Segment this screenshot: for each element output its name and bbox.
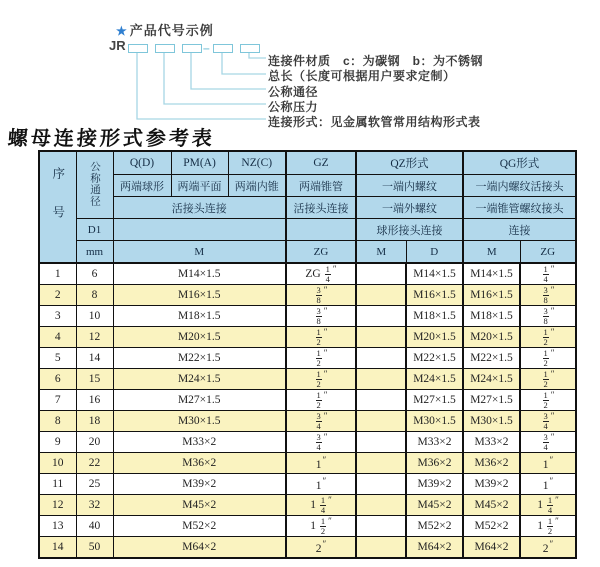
- cell-seq: 1: [39, 263, 76, 285]
- cell-qz-d: M39×2: [406, 474, 463, 495]
- cell-qz-d: M45×2: [406, 495, 463, 516]
- code-slot-4: [213, 44, 233, 53]
- header-qz-d: D: [406, 241, 463, 264]
- label-nominal-dn: 公称通径: [268, 85, 319, 99]
- cell-qz-m: [356, 390, 406, 411]
- cell-qg-m: M27×1.5: [463, 390, 520, 411]
- cell-gz-zg: 1 $\frac{1}{2}$ ″: [286, 516, 356, 537]
- cell-dn: 10: [76, 306, 113, 327]
- cell-gz-zg: $\frac{3}{4}$ ″: [286, 432, 356, 453]
- cell-qg-zg: $\frac{3}{4}$ ″: [520, 432, 576, 453]
- cell-qz-m: [356, 474, 406, 495]
- table-row: [39, 306, 576, 327]
- cell-qg-zg: 1″: [520, 474, 576, 495]
- cell-qz-m: [356, 263, 406, 285]
- cell-qz-m: [356, 348, 406, 369]
- cell-gz-zg: $\frac{3}{8}$ ″: [286, 306, 356, 327]
- cell-qg-zg: $\frac{1}{2}$ ″: [520, 348, 576, 369]
- cell-qg-m: M45×2: [463, 495, 520, 516]
- cell-seq: 3: [39, 306, 76, 327]
- cell-qg-m: M64×2: [463, 537, 520, 559]
- header-m: M: [113, 241, 286, 264]
- code-slot-3: [182, 44, 202, 53]
- cell-qg-zg: $\frac{1}{4}$ ″: [520, 263, 576, 285]
- cell-m: M24×1.5: [113, 369, 286, 390]
- cell-qz-d: M18×1.5: [406, 306, 463, 327]
- header-nz-desc: 两端内锥: [228, 175, 286, 197]
- header-blank-gz: [286, 219, 356, 241]
- cell-m: M16×1.5: [113, 285, 286, 306]
- label-total-length: 总长（长度可根据用户要求定制）: [268, 69, 456, 83]
- table-row: [39, 453, 576, 474]
- header-q-desc: 两端球形: [113, 175, 171, 197]
- code-dash: –: [203, 41, 210, 55]
- cell-seq: 2: [39, 285, 76, 306]
- cell-dn: 8: [76, 285, 113, 306]
- diagram-heading: [116, 20, 214, 39]
- header-gz-join: 活接头连接: [286, 197, 356, 219]
- header-qz-join: 球形接头连接: [356, 219, 463, 241]
- cell-dn: 22: [76, 453, 113, 474]
- cell-qg-m: M39×2: [463, 474, 520, 495]
- cell-seq: 13: [39, 516, 76, 537]
- cell-dn: 40: [76, 516, 113, 537]
- cell-qz-d: M24×1.5: [406, 369, 463, 390]
- cell-m: M52×2: [113, 516, 286, 537]
- cell-seq: 10: [39, 453, 76, 474]
- label-material: 连接件材质 c：为碳钢 b：为不锈钢: [268, 54, 484, 68]
- cell-dn: 14: [76, 348, 113, 369]
- cell-qz-d: M20×1.5: [406, 327, 463, 348]
- header-qg-desc1: 一端内螺纹活接头: [463, 175, 576, 197]
- code-slot-1: [128, 44, 148, 53]
- cell-qg-m: M18×1.5: [463, 306, 520, 327]
- cell-seq: 4: [39, 327, 76, 348]
- cell-qg-zg: 1 $\frac{1}{4}$ ″: [520, 495, 576, 516]
- nut-connection-table: [38, 150, 577, 559]
- header-qg-zg: ZG: [520, 241, 576, 264]
- table-row: [39, 327, 576, 348]
- cell-gz-zg: 1″: [286, 453, 356, 474]
- cell-seq: 7: [39, 390, 76, 411]
- cell-qz-m: [356, 537, 406, 559]
- cell-qz-m: [356, 285, 406, 306]
- cell-m: M64×2: [113, 537, 286, 559]
- header-gz-desc: 两端锥管: [286, 175, 356, 197]
- cell-qz-d: M14×1.5: [406, 263, 463, 285]
- cell-qz-d: M22×1.5: [406, 348, 463, 369]
- cell-seq: 8: [39, 411, 76, 432]
- table-row: [39, 411, 576, 432]
- cell-m: M30×1.5: [113, 411, 286, 432]
- cell-qg-zg: $\frac{1}{2}$ ″: [520, 390, 576, 411]
- cell-qg-m: M14×1.5: [463, 263, 520, 285]
- cell-seq: 14: [39, 537, 76, 559]
- table-row: [39, 263, 576, 285]
- cell-gz-zg: 2″: [286, 537, 356, 559]
- cell-qg-m: M24×1.5: [463, 369, 520, 390]
- cell-dn: 20: [76, 432, 113, 453]
- cell-gz-zg: $\frac{1}{2}$ ″: [286, 348, 356, 369]
- header-blank-union: [113, 219, 286, 241]
- cell-qg-zg: $\frac{1}{2}$ ″: [520, 327, 576, 348]
- cell-gz-zg: $\frac{3}{8}$ ″: [286, 285, 356, 306]
- cell-dn: 6: [76, 263, 113, 285]
- cell-seq: 6: [39, 369, 76, 390]
- header-seq: 序号: [39, 151, 76, 263]
- code-slot-5: [240, 44, 260, 53]
- cell-dn: 16: [76, 390, 113, 411]
- cell-qz-d: M64×2: [406, 537, 463, 559]
- cell-dn: 18: [76, 411, 113, 432]
- cell-qg-zg: $\frac{3}{8}$ ″: [520, 306, 576, 327]
- header-col-pm: PM(A): [171, 151, 228, 175]
- table-body: [39, 263, 576, 558]
- cell-qz-d: M33×2: [406, 432, 463, 453]
- cell-m: M18×1.5: [113, 306, 286, 327]
- table-row: [39, 285, 576, 306]
- cell-qz-m: [356, 432, 406, 453]
- cell-m: M20×1.5: [113, 327, 286, 348]
- header-qz-desc2: 一端外螺纹: [356, 197, 463, 219]
- header-qg-m: M: [463, 241, 520, 264]
- cell-m: M14×1.5: [113, 263, 286, 285]
- cell-qg-zg: 2″: [520, 537, 576, 559]
- header-col-gz: GZ: [286, 151, 356, 175]
- cell-gz-zg: 1″: [286, 474, 356, 495]
- header-d1: D1: [76, 219, 113, 241]
- cell-qz-m: [356, 369, 406, 390]
- header-mm: mm: [76, 241, 113, 264]
- header-dn: 公称通径: [76, 151, 113, 219]
- cell-m: M45×2: [113, 495, 286, 516]
- cell-qz-d: M52×2: [406, 516, 463, 537]
- header-col-nz: NZ(C): [228, 151, 286, 175]
- header-qz-m: M: [356, 241, 406, 264]
- header-col-q: Q(D): [113, 151, 171, 175]
- table-row: [39, 369, 576, 390]
- cell-dn: 25: [76, 474, 113, 495]
- header-pm-desc: 两端平面: [171, 175, 228, 197]
- cell-qg-zg: $\frac{3}{4}$ ″: [520, 411, 576, 432]
- cell-qz-m: [356, 516, 406, 537]
- header-col-qg: QG形式: [463, 151, 576, 175]
- cell-qz-m: [356, 306, 406, 327]
- cell-qz-m: [356, 411, 406, 432]
- cell-gz-zg: $\frac{1}{2}$ ″: [286, 390, 356, 411]
- cell-qg-m: M30×1.5: [463, 411, 520, 432]
- cell-dn: 12: [76, 327, 113, 348]
- cell-qz-m: [356, 327, 406, 348]
- header-zg: ZG: [286, 241, 356, 264]
- table-header: [39, 151, 576, 263]
- code-slot-2: [155, 44, 175, 53]
- table-row: [39, 537, 576, 559]
- table-row: [39, 432, 576, 453]
- cell-qz-m: [356, 495, 406, 516]
- cell-qz-d: M16×1.5: [406, 285, 463, 306]
- cell-qg-m: M33×2: [463, 432, 520, 453]
- cell-qg-zg: $\frac{1}{2}$ ″: [520, 369, 576, 390]
- cell-seq: 5: [39, 348, 76, 369]
- cell-qg-zg: $\frac{3}{8}$ ″: [520, 285, 576, 306]
- table-row: [39, 516, 576, 537]
- cell-seq: 9: [39, 432, 76, 453]
- cell-qz-m: [356, 453, 406, 474]
- star-icon: ★: [116, 24, 128, 38]
- cell-gz-zg: ZG $\frac{1}{4}$ ″: [286, 263, 356, 285]
- cell-m: M22×1.5: [113, 348, 286, 369]
- cell-qz-d: M36×2: [406, 453, 463, 474]
- cell-qz-d: M30×1.5: [406, 411, 463, 432]
- cell-dn: 32: [76, 495, 113, 516]
- cell-gz-zg: $\frac{1}{2}$ ″: [286, 327, 356, 348]
- cell-qg-m: M52×2: [463, 516, 520, 537]
- label-nominal-press: 公称压力: [268, 100, 319, 114]
- cell-seq: 11: [39, 474, 76, 495]
- header-qz-desc1: 一端内螺纹: [356, 175, 463, 197]
- cell-qg-m: M16×1.5: [463, 285, 520, 306]
- cell-qg-zg: 1 $\frac{1}{2}$ ″: [520, 516, 576, 537]
- cell-dn: 15: [76, 369, 113, 390]
- table-row: [39, 495, 576, 516]
- cell-qg-m: M22×1.5: [463, 348, 520, 369]
- header-union-join: 活接头连接: [113, 197, 286, 219]
- cell-gz-zg: 1 $\frac{1}{4}$ ″: [286, 495, 356, 516]
- header-qg-desc2: 一端锥管螺纹接头: [463, 197, 576, 219]
- cell-m: M36×2: [113, 453, 286, 474]
- cell-qg-m: M36×2: [463, 453, 520, 474]
- table-row: [39, 348, 576, 369]
- header-qg-join: 连接: [463, 219, 576, 241]
- code-prefix: JR: [109, 38, 126, 53]
- table-row: [39, 390, 576, 411]
- header-col-qz: QZ形式: [356, 151, 463, 175]
- cell-qz-d: M27×1.5: [406, 390, 463, 411]
- cell-seq: 12: [39, 495, 76, 516]
- cell-gz-zg: $\frac{1}{2}$ ″: [286, 369, 356, 390]
- cell-qg-zg: 1″: [520, 453, 576, 474]
- cell-qg-m: M20×1.5: [463, 327, 520, 348]
- cell-m: M33×2: [113, 432, 286, 453]
- label-conn-form: 连接形式：见金属软管常用结构形式表: [268, 115, 481, 129]
- table-row: [39, 474, 576, 495]
- diagram-heading-text: 产品代号示例: [129, 23, 214, 38]
- cell-gz-zg: $\frac{3}{4}$ ″: [286, 411, 356, 432]
- cell-m: M39×2: [113, 474, 286, 495]
- cell-m: M27×1.5: [113, 390, 286, 411]
- cell-dn: 50: [76, 537, 113, 559]
- table-title: 螺母连接形式参考表: [7, 126, 216, 150]
